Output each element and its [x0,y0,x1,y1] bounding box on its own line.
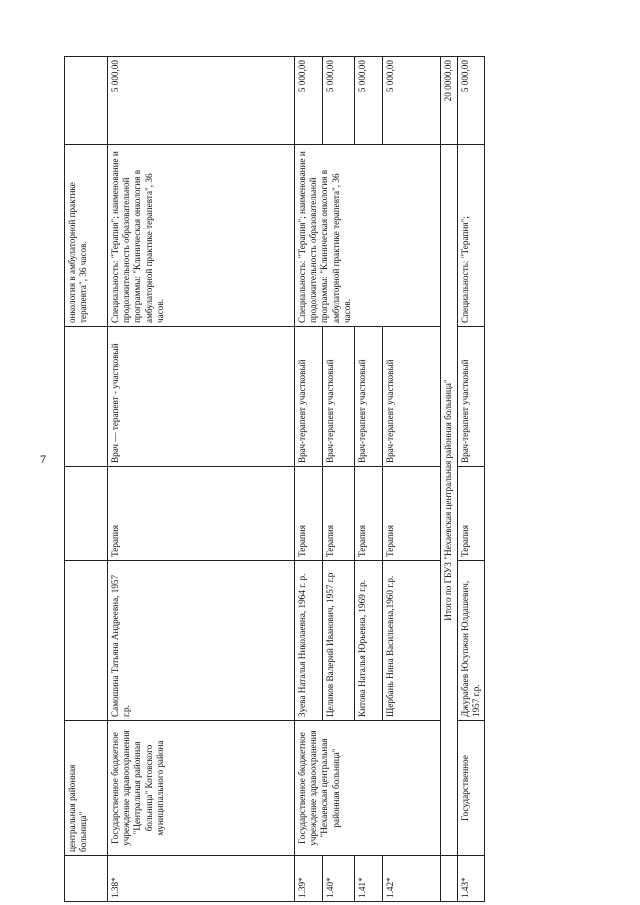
cell-amount: 5 000,00 [355,57,383,145]
cell-num: 1.43* [458,856,485,902]
cell-amount: 5 000,00 [458,57,485,145]
cell-amount [65,57,108,145]
table-row [65,57,108,902]
cell-name: Самошина Татьяна Андреевна, 1957 г.р. [108,561,295,721]
total-row [441,57,458,902]
cell-program: Специальность: "Терапия"; [458,145,485,327]
cell-name: Джурабаев Юсупжон Юлдашевич, 1957 г.р. [458,561,485,721]
cell-amount: 5 000,00 [383,57,441,145]
cell-amount: 5 000,00 [323,57,355,145]
cell-position: Врач — терапевт - участковый [108,327,295,467]
cell-position: Врач-терапевт участковый [458,327,485,467]
cell-spec: Терапия [458,467,485,561]
cell-org: Государственное бюджетное учреждение здравоохранения "Центральная районная больница" Котовского муниципального района [108,721,295,856]
cell-position: Врач-терапевт участковый [323,327,355,467]
cell-amount: 5 000,00 [295,57,323,145]
cell-spec: Терапия [108,467,295,561]
table-row [108,57,295,902]
cell-program: Специальность: "Терапия"; наименование и продолжительность образовательной программы: "Клиническая онкология в амбулаторной практике терапевта", 36 часов. [295,145,441,327]
cell-name [65,561,108,721]
cell-num: 1.38* [108,856,295,902]
cell-org: Государственное [458,721,485,856]
cell-spec: Терапия [383,467,441,561]
cell-program: Специальность: "Терапия"; наименование и продолжительность образовательной программы: "Клиническая онкология в амбулаторной практике терапевта", 36 часов. [108,145,295,327]
total-label: Итого по ГБУЗ "Нехаевская центральная районная больница" [441,145,458,856]
cell-num: 1.42* [383,856,441,902]
cell-amount: 5 000,00 [108,57,295,145]
cell-spec: Терапия [355,467,383,561]
cell-spec: Терапия [323,467,355,561]
table-row [295,57,323,902]
cell-name: Щербань Нина Васильевна,1960 г.р. [383,561,441,721]
cell-num [65,856,108,902]
funding-table [64,56,485,902]
cell-spec [65,467,108,561]
cell-name: Китова Наталья Юрьевна, 1969 г.р. [355,561,383,721]
table-row [458,57,485,902]
cell-num: 1.39* [295,856,323,902]
rotated-table-page [64,57,534,902]
cell-position: Врач-терапевт участковый [355,327,383,467]
cell-program: онкология в амбулаторной практике терапевта", 36 часов. [65,145,108,327]
cell-position [65,327,108,467]
cell-org: Государственное бюджетное учреждение здравоохранения "Нехаевская центральная районная больница" [295,721,441,856]
cell-num: 1.41* [355,856,383,902]
cell-position: Врач-терапевт участковый [383,327,441,467]
total-amount: 20 0000,00 [441,57,458,145]
cell-num: 1.40* [323,856,355,902]
cell-name: Зуева Наталья Николаевна, 1964 г. р. [295,561,323,721]
cell-name: Целиков Валерий Иванович, 1957 г.р [323,561,355,721]
cell-spec: Терапия [295,467,323,561]
cell-org: центральная районная больница" [65,721,108,856]
cell-position: Врач-терапевт участковый [295,327,323,467]
cell-num [441,856,458,902]
page-number: 7 [40,452,46,466]
